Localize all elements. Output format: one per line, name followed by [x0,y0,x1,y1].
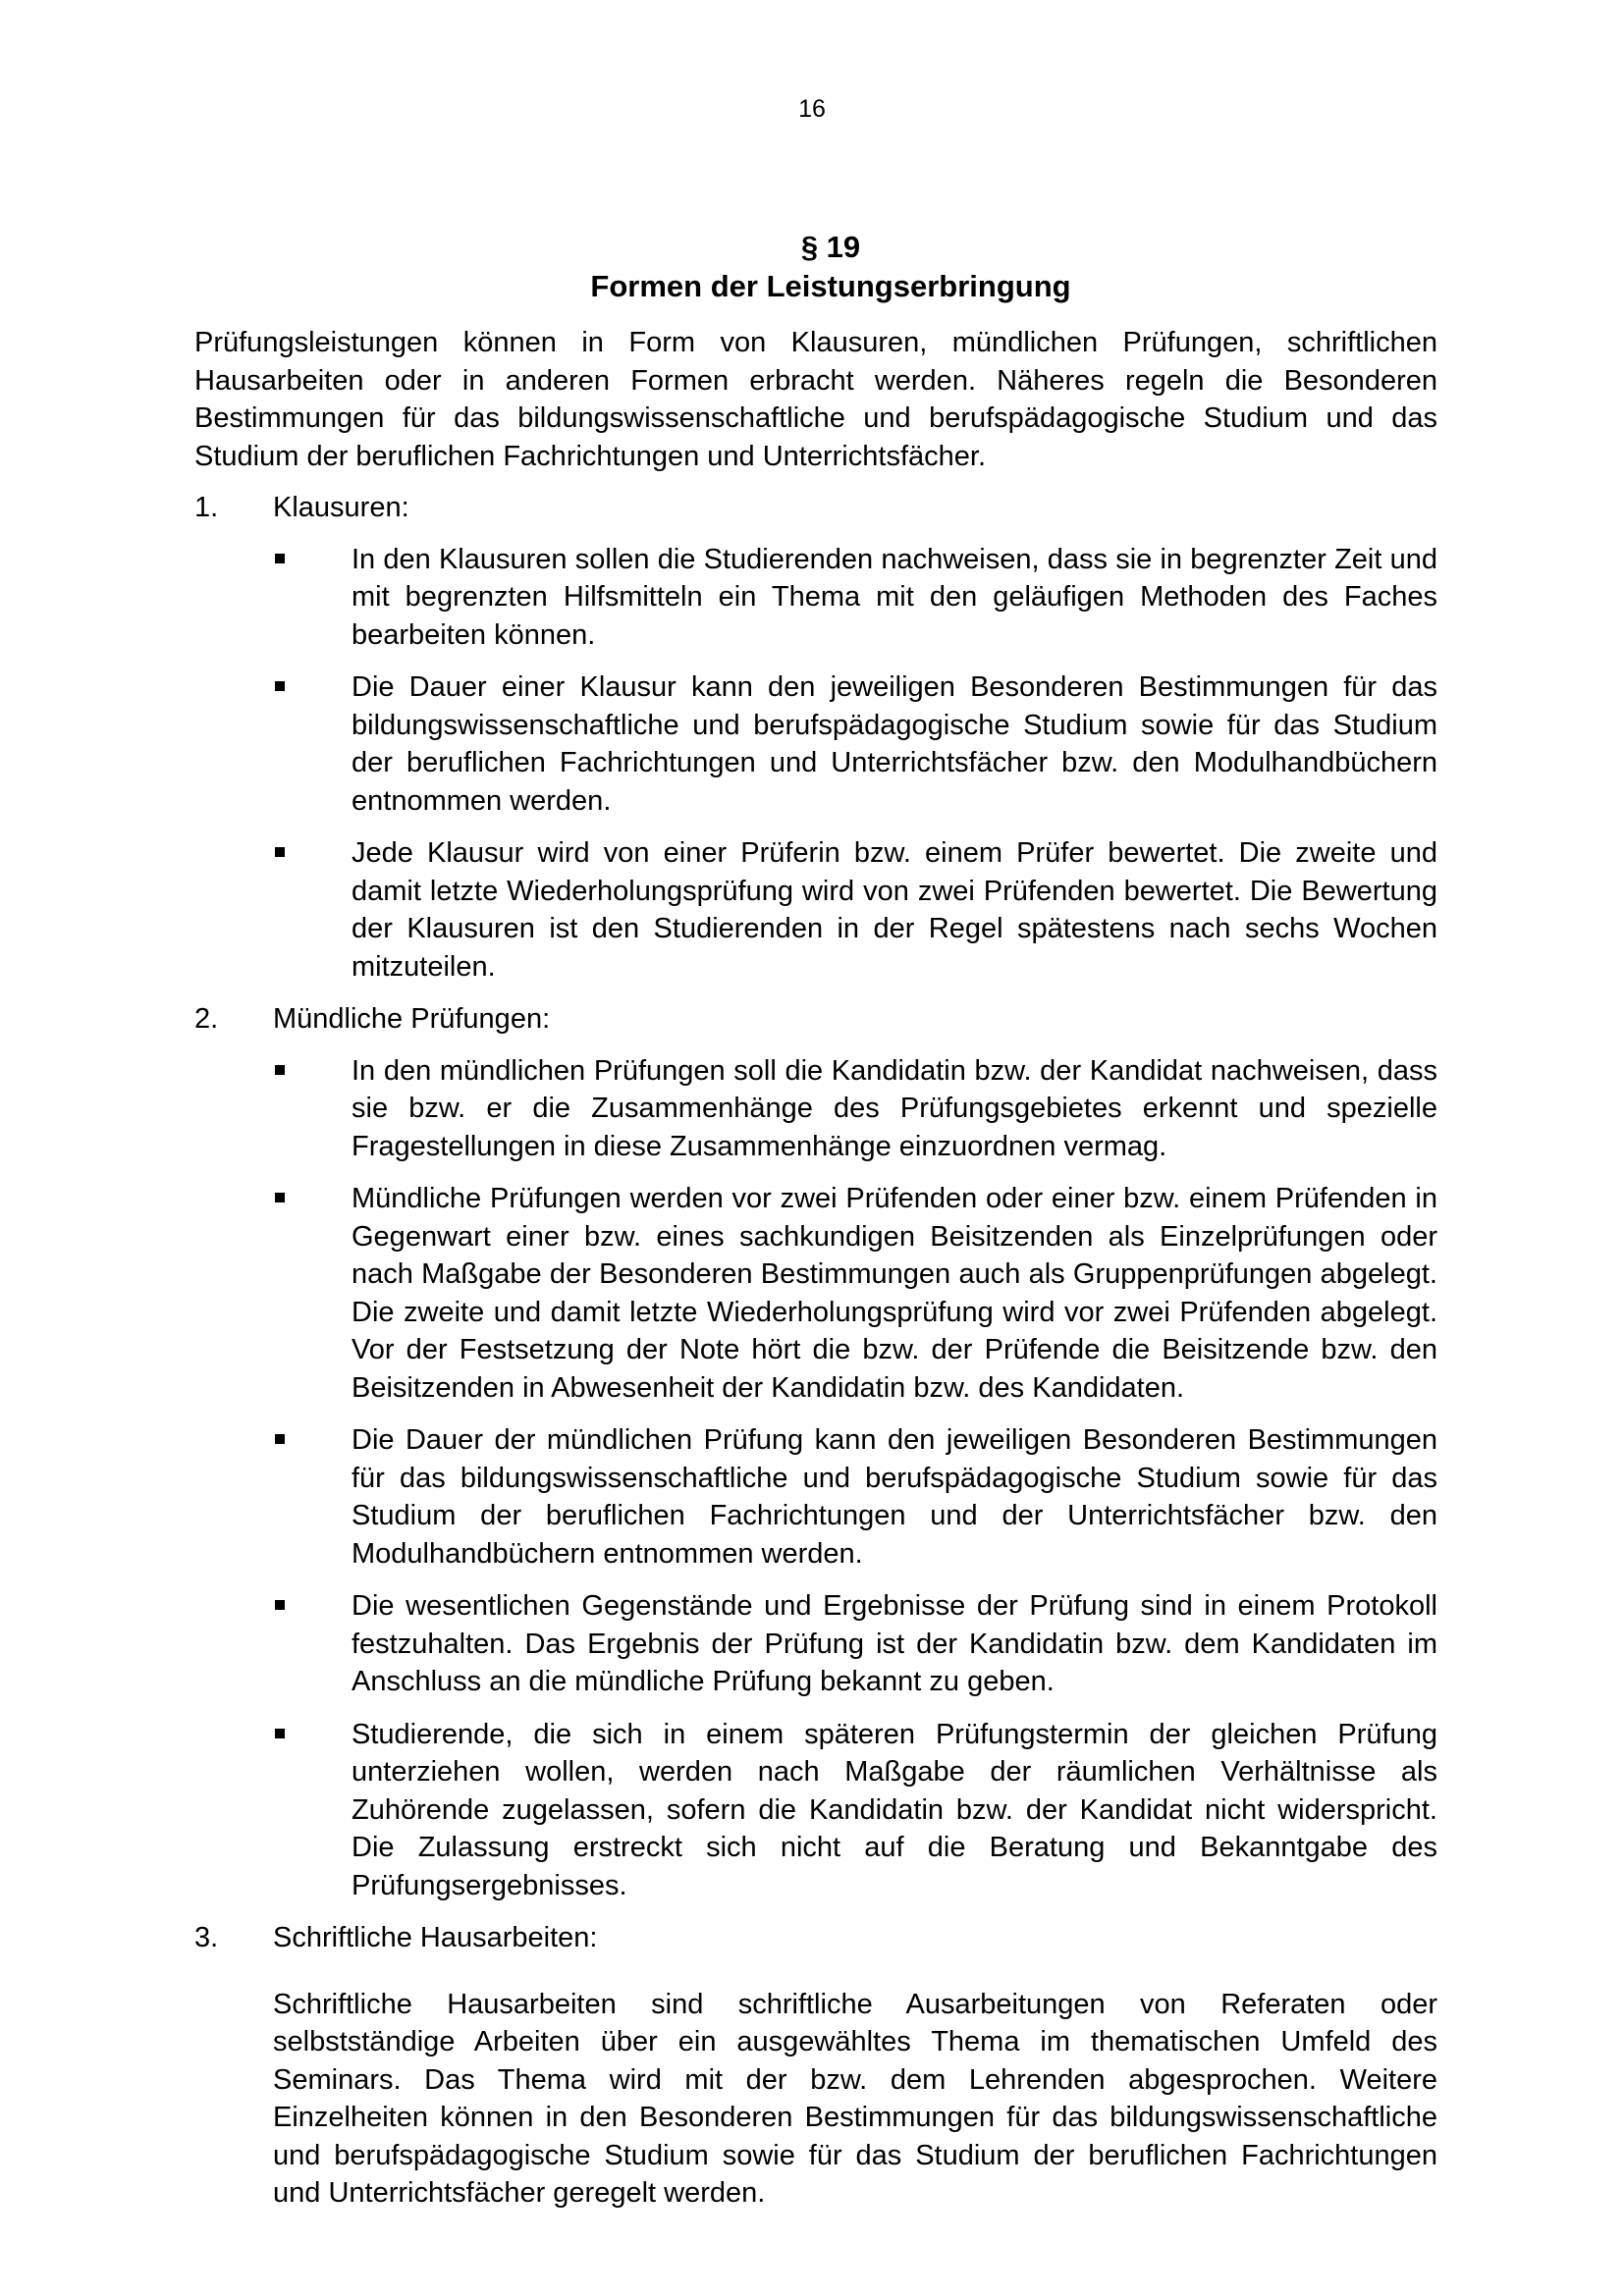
bullet-list [194,541,1437,987]
item-number: 2. [194,1003,219,1035]
page-number: 16 [798,95,826,123]
item-number: 3. [194,1922,219,1953]
list-item [194,668,1437,820]
item-paragraph: Schriftliche Hausarbeiten sind schriftliche Ausarbeitungen von Referaten oder selbstständige Arbeiten über ein ausgewähltes Thema im thematischen Umfeld des Seminars. Das Thema wird mit der bzw. dem Lehrenden abgesprochen. Weitere Einzelheiten können in den Besonderen Bestimmungen für das bildungswissenschaftliche und berufspädagogische Studium sowie für das Studium der beruflichen Fachrichtungen und Unterrichtsfächer geregelt werden. [273,1988,1437,2209]
list-item [194,1587,1437,1701]
bullet-text: Die wesentlichen Gegenstände und Ergebnisse der Prüfung sind in einem Protokoll festzuhalten. Das Ergebnis der Prüfung ist der Kandidatin bzw. dem Kandidaten im Anschluss an die mündliche Prüfung bekannt zu geben. [352,1590,1437,1697]
item-number: 1. [194,492,219,523]
bullet-list [194,1052,1437,1905]
item-title: Klausuren: [273,492,409,523]
square-bullet-icon [194,1587,352,1625]
bullet-text: Die Dauer der mündlichen Prüfung kann den jeweiligen Besonderen Bestimmungen für das bildungswissenschaftliche und berufspädagogische Studium sowie für das Studium der beruflichen Fachrichtungen und der Unterrichtsfächer bzw. den Modulhandbüchern entnommen werden. [352,1424,1437,1570]
item-heading [194,489,1437,527]
square-bullet-icon [194,1180,352,1217]
square-bullet-icon [194,1052,352,1090]
list-item [194,1052,1437,1166]
bullet-text: Die Dauer einer Klausur kann den jeweiligen Besonderen Bestimmungen für das bildungswissenschaftliche und berufspädagogische Studium sowie für das Studium der beruflichen Fachrichtungen und Unterrichtsfächer bzw. den Modulhandbüchern entnommen werden. [352,671,1437,817]
section-intro-paragraph: Prüfungsleistungen können in Form von Klausuren, mündlichen Prüfungen, schriftlichen Hausarbeiten oder in anderen Formen erbracht werden. Näheres regeln die Besonderen Bestimmungen für das bildungswissenschaftliche und berufspädagogische Studium und das Studium der beruflichen Fachrichtungen und Unterrichtsfächer. [194,327,1437,472]
bullet-text: In den Klausuren sollen die Studierenden nachweisen, dass sie in begrenzter Zeit und mit begrenzten Hilfsmitteln ein Thema mit den geläufigen Methoden des Faches bearbeiten können. [352,543,1437,651]
square-bullet-icon [194,1716,352,1753]
numbered-item-schriftliche-hausarbeiten [194,1919,1437,2213]
bullet-text: Jede Klausur wird von einer Prüferin bzw. einem Prüfer bewertet. Die zweite und damit letzte Wiederholungsprüfung wird von zwei Prüfenden bewertet. Die Bewertung der Klausuren ist den Studierenden in der Regel spätestens nach sechs Wochen mitzuteilen. [352,837,1437,983]
list-item [194,1716,1437,1905]
item-title: Schriftliche Hausarbeiten: [273,1922,598,1953]
section-number: § 19 [800,230,861,264]
bullet-text: In den mündlichen Prüfungen soll die Kandidatin bzw. der Kandidat nachweisen, dass sie bzw. er die Zusammenhänge des Prüfungsgebietes erkennt und spezielle Fragestellungen in diese Zusammenhänge einzuordnen vermag. [352,1054,1437,1162]
list-item [194,541,1437,655]
numbered-item-muendliche-pruefungen [194,1000,1437,1904]
bullet-text: Studierende, die sich in einem späteren Prüfungstermin der gleichen Prüfung unterziehen wollen, werden nach Maßgabe der räumlichen Verhältnisse als Zuhörende zugelassen, sofern die Kandidatin bzw. der Kandidat nicht widerspricht. Die Zulassung erstreckt sich nicht auf die Beratung und Bekanntgabe des Prüfungsergebnisses. [352,1718,1437,1901]
square-bullet-icon [194,541,352,578]
square-bullet-icon [194,668,352,706]
square-bullet-icon [194,834,352,872]
list-item [194,1421,1437,1573]
section-content [194,228,1437,2241]
list-item [194,1180,1437,1407]
item-heading [194,1919,1437,1957]
item-title: Mündliche Prüfungen: [273,1003,551,1035]
bullet-text: Mündliche Prüfungen werden vor zwei Prüfenden oder einer bzw. einem Prüfenden in Gegenwart einer bzw. eines sachkundigen Beisitzenden als Einzelprüfungen oder nach Maßgabe der Besonderen Bestimmungen auch als Gruppenprüfungen abgelegt. Die zweite und damit letzte Wiederholungsprüfung wird vor zwei Prüfenden abgelegt. Vor der Festsetzung der Note hört die bzw. der Prüfende die Beisitzende bzw. den Beisitzenden in Abwesenheit der Kandidatin bzw. des Kandidaten. [352,1183,1437,1404]
numbered-item-klausuren [194,489,1437,986]
list-item [194,834,1437,986]
item-heading [194,1000,1437,1039]
section-title: Formen der Leistungserbringung [590,269,1071,303]
square-bullet-icon [194,1421,352,1459]
